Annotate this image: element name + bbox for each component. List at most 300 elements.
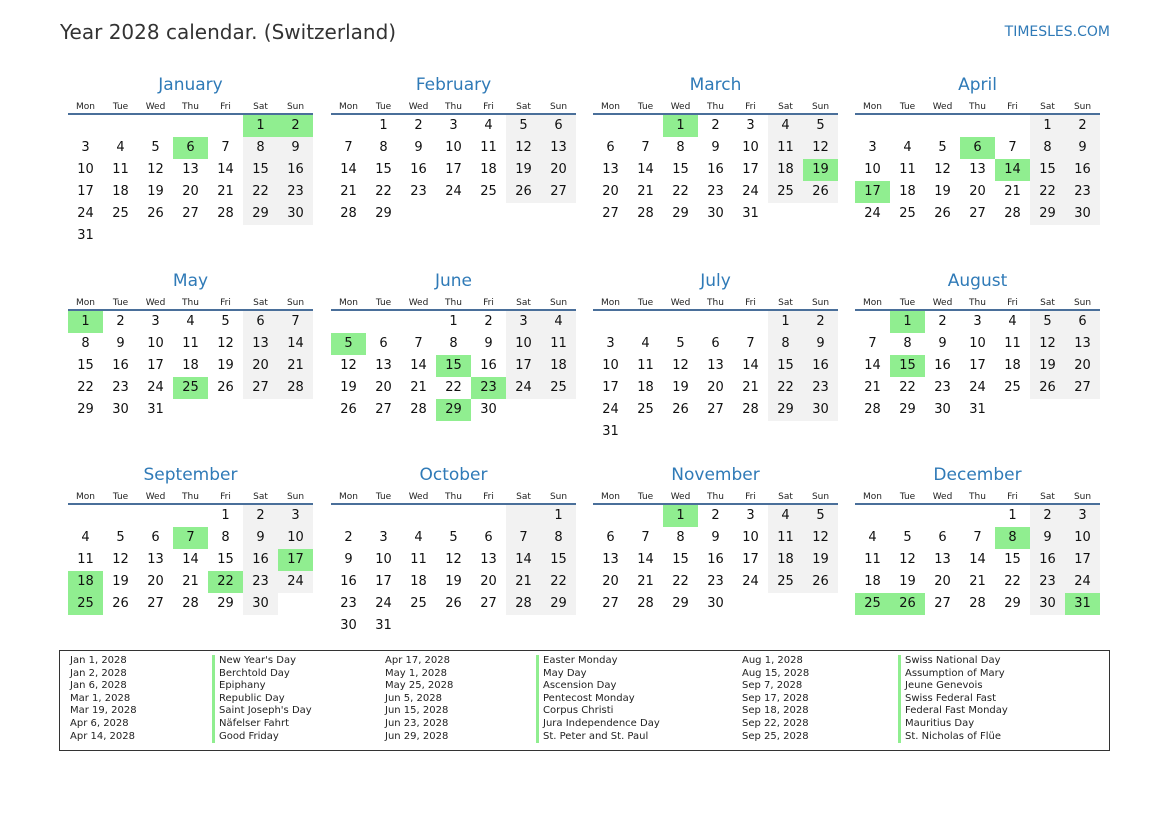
day-cell-empty [733, 421, 768, 443]
day-cell: 7 [1008, 140, 1017, 155]
day-cell: 9 [803, 333, 838, 355]
day-cell: 10 [864, 162, 881, 177]
day-cell: 12 [445, 552, 462, 567]
day-cell: 10 [445, 140, 462, 155]
day-cell-empty [803, 421, 838, 443]
month-days [331, 311, 576, 421]
day-cell: 5 [1030, 311, 1065, 333]
day-cell: 8 [903, 336, 912, 351]
month-name: April [958, 75, 997, 95]
week-row [68, 593, 313, 615]
day-cell: 7 [344, 140, 353, 155]
day-cell: 14 [506, 549, 541, 571]
day-cell: 29 [672, 596, 689, 611]
day-cell-empty [471, 505, 506, 527]
holiday-date: Jun 5, 2028 [385, 692, 442, 704]
day-cell: 16 [243, 549, 278, 571]
day-cell: 25 [112, 206, 129, 221]
holiday-date: Jun 23, 2028 [385, 717, 449, 729]
week-row [593, 333, 838, 355]
day-cell: 17 [77, 184, 94, 199]
day-cell: 28 [637, 596, 654, 611]
day-cell: 13 [602, 162, 619, 177]
month-days [855, 115, 1100, 225]
day-cell: 19 [934, 184, 951, 199]
week-row [68, 399, 313, 421]
day-cell-empty [243, 399, 278, 421]
day-cell: 6 [484, 530, 493, 545]
day-cell: 28 [410, 402, 427, 417]
day-cell-empty [1065, 399, 1100, 421]
week-row [855, 399, 1100, 421]
day-cell: 24 [864, 206, 881, 221]
weekday-label: Thu [969, 102, 986, 112]
weekday-label: Mon [863, 298, 882, 308]
weekday-label: Fri [483, 102, 494, 112]
day-cell-holiday: 5 [331, 333, 366, 355]
day-cell: 17 [742, 552, 759, 567]
day-cell: 24 [742, 184, 759, 199]
day-cell: 21 [969, 574, 986, 589]
week-row [331, 593, 576, 615]
day-cell: 6 [151, 530, 160, 545]
week-row [855, 505, 1100, 527]
weekday-label: Mon [863, 492, 882, 502]
day-cell: 15 [375, 162, 392, 177]
day-cell: 12 [506, 137, 541, 159]
day-cell: 18 [480, 162, 497, 177]
day-cell-holiday: 17 [278, 549, 313, 571]
holiday-date: Aug 15, 2028 [742, 667, 810, 679]
day-cell: 21 [637, 574, 654, 589]
day-cell: 7 [868, 336, 877, 351]
weekday-label: Sat [253, 492, 268, 502]
day-cell: 3 [81, 140, 90, 155]
month-days [331, 115, 576, 225]
holiday-names-col-3 [898, 655, 1008, 743]
day-cell: 31 [969, 402, 986, 417]
day-cell-empty [278, 399, 313, 421]
day-cell: 12 [672, 358, 689, 373]
day-cell: 4 [484, 118, 493, 133]
day-cell: 7 [746, 336, 755, 351]
day-cell: 2 [711, 508, 720, 523]
day-cell: 6 [606, 530, 615, 545]
week-row [68, 203, 313, 225]
week-row [855, 593, 1100, 615]
day-cell: 23 [340, 596, 357, 611]
day-cell-empty [173, 399, 208, 421]
day-cell: 4 [903, 140, 912, 155]
day-cell: 28 [278, 377, 313, 399]
day-cell: 21 [217, 184, 234, 199]
weekday-label: Sun [811, 298, 830, 308]
day-cell: 14 [864, 358, 881, 373]
weekday-label: Thu [182, 492, 199, 502]
day-cell-holiday: 25 [855, 593, 890, 615]
day-cell: 24 [969, 380, 986, 395]
day-cell: 23 [707, 574, 724, 589]
day-cell: 13 [480, 552, 497, 567]
week-row [331, 505, 576, 527]
day-cell: 8 [243, 137, 278, 159]
brand-link[interactable]: TIMESLES.COM [1004, 24, 1110, 40]
week-row [68, 181, 313, 203]
day-cell: 15 [77, 358, 94, 373]
weekday-header [68, 489, 313, 505]
day-cell-empty [768, 593, 803, 615]
weekday-label: Fri [220, 298, 231, 308]
day-cell: 11 [1004, 336, 1021, 351]
day-cell: 14 [742, 358, 759, 373]
day-cell: 16 [1030, 549, 1065, 571]
day-cell: 1 [1008, 508, 1017, 523]
day-cell: 28 [506, 593, 541, 615]
weekday-label: Sat [253, 102, 268, 112]
day-cell: 24 [77, 206, 94, 221]
day-cell-empty [138, 115, 173, 137]
weekday-label: Sat [253, 298, 268, 308]
day-cell: 21 [742, 380, 759, 395]
day-cell-empty [925, 505, 960, 527]
day-cell: 10 [742, 140, 759, 155]
page-title: Year 2028 calendar. (Switzerland) [60, 20, 397, 44]
week-row [855, 203, 1100, 225]
day-cell-empty [698, 421, 733, 443]
day-cell: 29 [243, 203, 278, 225]
day-cell: 19 [147, 184, 164, 199]
day-cell: 9 [484, 336, 493, 351]
holiday-name: Saint Joseph's Day [212, 705, 312, 718]
month-days [68, 505, 313, 615]
month-november [593, 461, 838, 615]
day-cell: 15 [541, 549, 576, 571]
weekday-label: Sun [1073, 298, 1092, 308]
day-cell: 6 [606, 140, 615, 155]
month-name: May [172, 271, 209, 291]
month-december [855, 461, 1100, 615]
holiday-names-col-2 [536, 655, 660, 743]
holiday-date: Aug 1, 2028 [742, 655, 803, 666]
day-cell-empty [803, 593, 838, 615]
holiday-name: Jura Independence Day [536, 718, 660, 731]
day-cell: 20 [1065, 355, 1100, 377]
weekday-header [855, 489, 1100, 505]
day-cell-empty [366, 311, 401, 333]
day-cell: 12 [803, 137, 838, 159]
day-cell-empty [890, 505, 925, 527]
day-cell: 25 [410, 596, 427, 611]
day-cell: 9 [1030, 527, 1065, 549]
week-row [331, 615, 576, 637]
day-cell: 11 [112, 162, 129, 177]
day-cell: 30 [340, 618, 357, 633]
day-cell: 15 [243, 159, 278, 181]
month-name: March [689, 75, 742, 95]
day-cell-empty [401, 505, 436, 527]
day-cell: 18 [410, 574, 427, 589]
day-cell: 25 [1004, 380, 1021, 395]
holiday-date: May 25, 2028 [385, 680, 454, 692]
day-cell: 13 [541, 137, 576, 159]
day-cell: 30 [934, 402, 951, 417]
day-cell: 7 [278, 311, 313, 333]
weekday-label: Sun [549, 492, 568, 502]
weekday-label: Wed [408, 298, 429, 308]
holiday-name: Mauritius Day [898, 718, 1008, 731]
day-cell: 19 [803, 549, 838, 571]
day-cell: 12 [1030, 333, 1065, 355]
day-cell: 2 [484, 314, 493, 329]
day-cell: 24 [147, 380, 164, 395]
weekday-label: Mon [601, 492, 620, 502]
weekday-label: Tue [112, 102, 129, 112]
day-cell: 30 [707, 596, 724, 611]
day-cell: 14 [969, 552, 986, 567]
day-cell: 31 [147, 402, 164, 417]
day-cell: 22 [375, 184, 392, 199]
day-cell: 10 [77, 162, 94, 177]
day-cell: 17 [602, 380, 619, 395]
week-row [855, 355, 1100, 377]
day-cell: 13 [243, 333, 278, 355]
day-cell: 25 [637, 402, 654, 417]
day-cell: 5 [803, 505, 838, 527]
day-cell: 13 [707, 358, 724, 373]
weekday-label: Thu [707, 492, 724, 502]
day-cell-holiday: 6 [173, 137, 208, 159]
week-row [855, 549, 1100, 571]
day-cell: 6 [711, 336, 720, 351]
holiday-name: Federal Fast Monday [898, 705, 1008, 718]
weekday-label: Mon [339, 298, 358, 308]
holiday-name: New Year's Day [212, 655, 312, 668]
weekday-label: Sun [286, 102, 305, 112]
holiday-date: Jan 6, 2028 [70, 680, 127, 692]
day-cell: 27 [602, 596, 619, 611]
day-cell: 12 [934, 162, 951, 177]
weekday-label: Thu [969, 492, 986, 502]
day-cell-empty [138, 225, 173, 247]
day-cell: 20 [934, 574, 951, 589]
day-cell: 25 [768, 571, 803, 593]
weekday-label: Sun [1073, 102, 1092, 112]
day-cell-empty [103, 505, 138, 527]
day-cell-empty [366, 505, 401, 527]
week-row [855, 311, 1100, 333]
day-cell: 16 [803, 355, 838, 377]
day-cell-empty [471, 615, 506, 637]
day-cell-holiday: 29 [436, 399, 471, 421]
holiday-date: Apr 6, 2028 [70, 717, 129, 729]
day-cell: 6 [243, 311, 278, 333]
day-cell: 18 [768, 549, 803, 571]
day-cell: 2 [116, 314, 125, 329]
day-cell: 11 [768, 137, 803, 159]
weekday-header [68, 99, 313, 115]
day-cell-empty [768, 203, 803, 225]
day-cell: 20 [969, 184, 986, 199]
day-cell: 31 [602, 424, 619, 439]
day-cell: 24 [602, 402, 619, 417]
day-cell: 4 [414, 530, 423, 545]
day-cell-empty [663, 421, 698, 443]
week-row [68, 137, 313, 159]
day-cell: 18 [637, 380, 654, 395]
day-cell: 24 [742, 574, 759, 589]
weekday-label: Sun [549, 298, 568, 308]
day-cell-empty [855, 505, 890, 527]
week-row [855, 377, 1100, 399]
day-cell: 6 [541, 115, 576, 137]
day-cell: 22 [541, 571, 576, 593]
day-cell: 20 [541, 159, 576, 181]
week-row [593, 355, 838, 377]
holiday-date: Jan 1, 2028 [70, 655, 127, 666]
day-cell-empty [593, 115, 628, 137]
day-cell: 20 [147, 574, 164, 589]
day-cell: 9 [1065, 137, 1100, 159]
weekday-header [331, 99, 576, 115]
week-row [331, 377, 576, 399]
day-cell: 12 [803, 527, 838, 549]
weekday-label: Fri [1007, 102, 1018, 112]
day-cell: 5 [938, 140, 947, 155]
week-row [593, 159, 838, 181]
day-cell: 26 [803, 571, 838, 593]
day-cell: 31 [742, 206, 759, 221]
day-cell: 30 [243, 593, 278, 615]
day-cell: 11 [182, 336, 199, 351]
day-cell: 10 [1065, 527, 1100, 549]
day-cell-empty [208, 115, 243, 137]
day-cell: 2 [1065, 115, 1100, 137]
day-cell: 2 [1030, 505, 1065, 527]
week-row [331, 355, 576, 377]
day-cell: 8 [379, 140, 388, 155]
day-cell-holiday: 17 [855, 181, 890, 203]
day-cell-holiday: 8 [995, 527, 1030, 549]
day-cell: 8 [449, 336, 458, 351]
day-cell: 16 [934, 358, 951, 373]
weekday-label: Tue [375, 298, 392, 308]
day-cell: 20 [602, 184, 619, 199]
day-cell-empty [925, 115, 960, 137]
day-cell: 9 [243, 527, 278, 549]
day-cell: 13 [1065, 333, 1100, 355]
day-cell: 29 [375, 206, 392, 221]
weekday-label: Wed [932, 298, 953, 308]
day-cell: 14 [637, 552, 654, 567]
day-cell: 12 [217, 336, 234, 351]
day-cell: 27 [243, 377, 278, 399]
day-cell: 20 [243, 355, 278, 377]
day-cell: 28 [182, 596, 199, 611]
weekday-label: Fri [1007, 492, 1018, 502]
day-cell-empty [541, 203, 576, 225]
day-cell: 22 [243, 181, 278, 203]
day-cell: 3 [506, 311, 541, 333]
day-cell: 5 [116, 530, 125, 545]
week-row [593, 593, 838, 615]
week-row [593, 115, 838, 137]
day-cell: 28 [637, 206, 654, 221]
day-cell: 4 [186, 314, 195, 329]
weekday-label: Sun [286, 298, 305, 308]
day-cell-empty [173, 505, 208, 527]
weekday-label: Tue [637, 298, 654, 308]
day-cell: 1 [1030, 115, 1065, 137]
month-days [68, 311, 313, 421]
day-cell: 18 [899, 184, 916, 199]
week-row [68, 333, 313, 355]
day-cell: 27 [707, 402, 724, 417]
day-cell-holiday: 26 [890, 593, 925, 615]
week-row [593, 399, 838, 421]
weekday-label: Sun [811, 102, 830, 112]
day-cell: 14 [217, 162, 234, 177]
day-cell: 9 [414, 140, 423, 155]
month-days [68, 115, 313, 247]
weekday-label: Sat [778, 298, 793, 308]
weekday-label: Wed [145, 492, 166, 502]
day-cell: 7 [414, 336, 423, 351]
weekday-label: Wed [145, 102, 166, 112]
week-row [593, 549, 838, 571]
week-row [331, 203, 576, 225]
month-march [593, 71, 838, 225]
week-row [593, 505, 838, 527]
weekday-header [68, 295, 313, 311]
day-cell: 7 [506, 527, 541, 549]
week-row [593, 181, 838, 203]
day-cell: 8 [221, 530, 230, 545]
day-cell: 21 [506, 571, 541, 593]
day-cell: 26 [672, 402, 689, 417]
day-cell: 14 [637, 162, 654, 177]
day-cell: 18 [768, 159, 803, 181]
day-cell: 23 [112, 380, 129, 395]
month-may [68, 267, 313, 421]
day-cell: 10 [506, 333, 541, 355]
month-name: July [700, 271, 731, 291]
month-august [855, 267, 1100, 421]
day-cell-empty [436, 203, 471, 225]
day-cell-empty [890, 115, 925, 137]
day-cell: 8 [676, 140, 685, 155]
day-cell: 14 [410, 358, 427, 373]
month-name: August [947, 271, 1008, 291]
day-cell: 19 [445, 574, 462, 589]
day-cell: 25 [541, 377, 576, 399]
day-cell: 15 [672, 162, 689, 177]
day-cell: 24 [1065, 571, 1100, 593]
day-cell-empty [138, 505, 173, 527]
holiday-dates-col-2 [385, 655, 453, 743]
day-cell-empty [960, 115, 995, 137]
day-cell-empty [103, 115, 138, 137]
day-cell-empty [331, 505, 366, 527]
day-cell: 19 [899, 574, 916, 589]
day-cell: 9 [711, 140, 720, 155]
day-cell: 30 [1030, 593, 1065, 615]
weekday-label: Wed [145, 298, 166, 308]
weekday-label: Mon [339, 492, 358, 502]
day-cell: 20 [480, 574, 497, 589]
day-cell: 4 [116, 140, 125, 155]
day-cell-holiday: 18 [68, 571, 103, 593]
day-cell-holiday: 1 [663, 505, 698, 527]
